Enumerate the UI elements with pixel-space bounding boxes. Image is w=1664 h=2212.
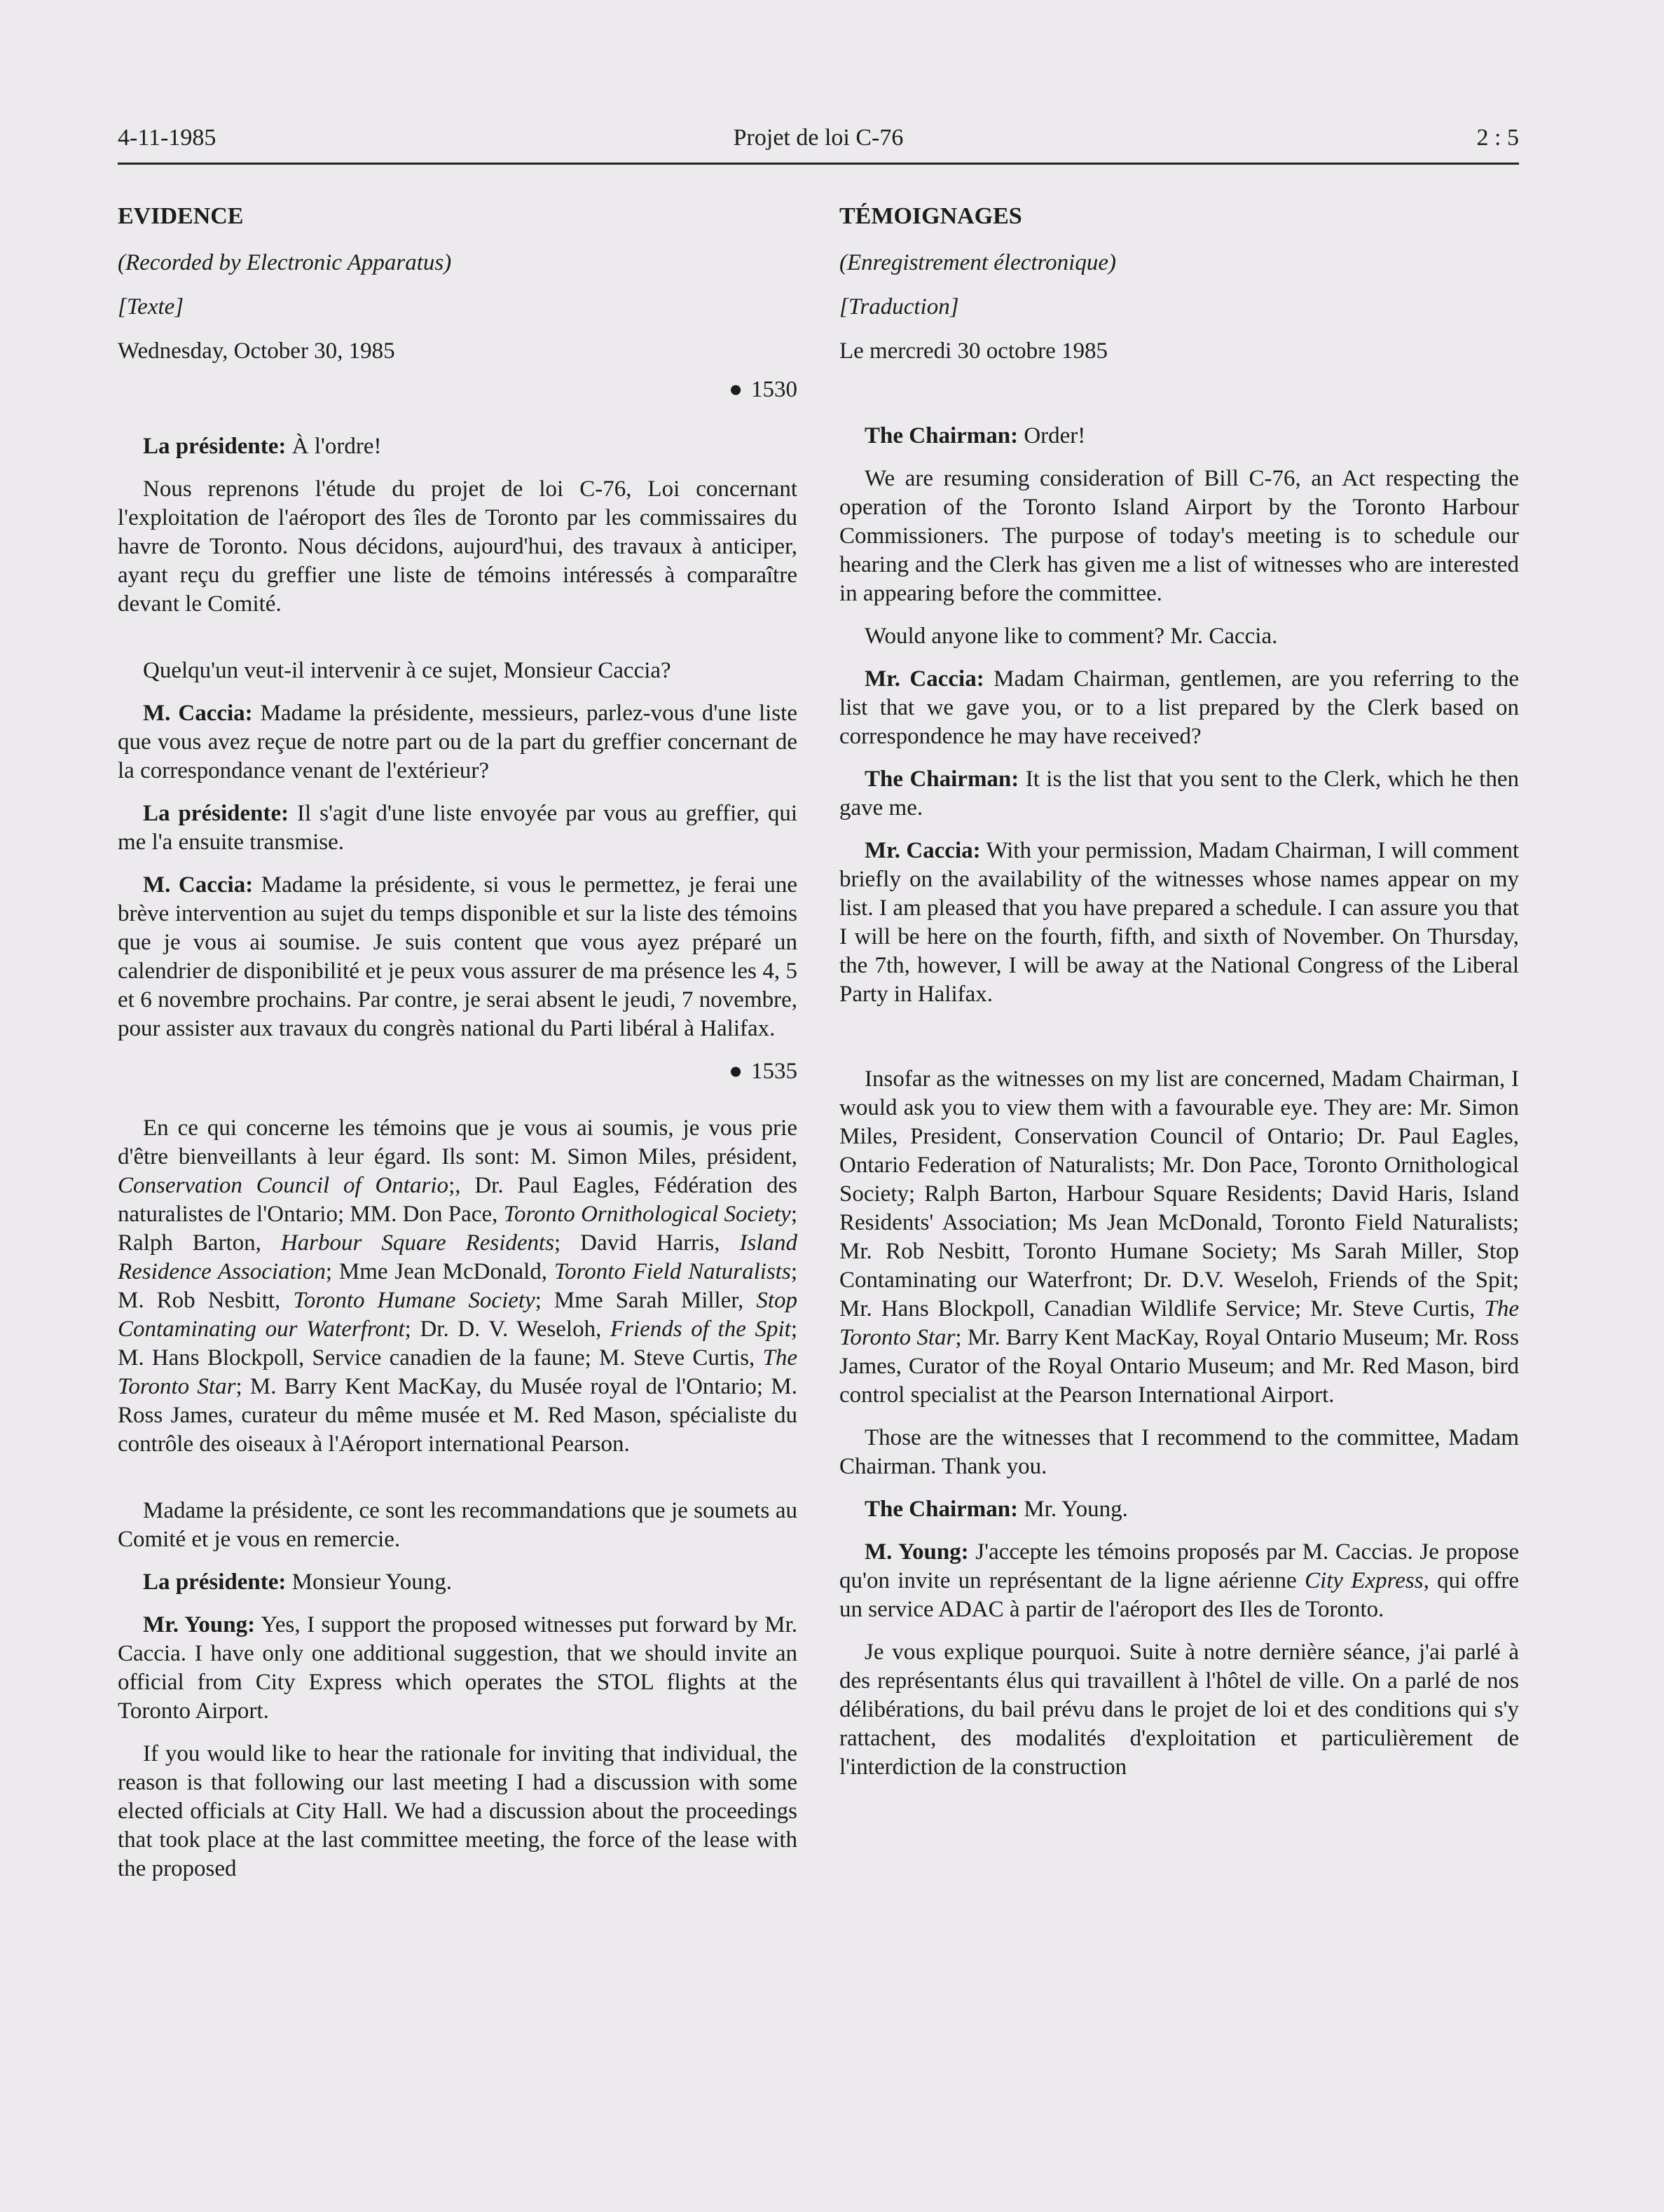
left-column <box>118 202 797 1897</box>
speaker-label: The Chairman: <box>865 423 1019 448</box>
paragraph: The Chairman: Mr. Young. <box>865 1497 1128 1522</box>
speaker-label: The Chairman: <box>865 767 1019 792</box>
speaker-label: M. Caccia: <box>143 872 254 898</box>
paragraph: La présidente: Il s'agit d'une liste envoyée par vous au greffier, qui me l'a ensuite transmise. <box>118 801 797 855</box>
paragraph: Insofar as the witnesses on my list are concerned, Madam Chairman, I would ask you to view them with a favourable eye. They are: Mr. Simon Miles, President, Conservation Council of Ontario; Dr. Paul Eagles, Ontario Federation of Naturalists; Mr. Don Pace, Toronto Ornithological Society; Ralph Barton, Harbour Square Residents; David Haris, Island Residents' Association; Ms Jean McDonald, Toronto Field Naturalists; Mr. Rob Nesbitt, Toronto Humane Society; Ms Sarah Miller, Stop Contaminating our Waterfront; Dr. D.V. Weseloh, Friends of the Spit; Mr. Hans Blockpoll, Canadian Wildlife Service; Mr. Steve Curtis, The Toronto Star; Mr. Barry Kent MacKay, Royal Ontario Museum; Mr. Ross James, Curator of the Royal Ontario Museum; and Mr. Red Mason, bird control specialist at the Pearson International Airport. <box>839 1066 1519 1408</box>
language-tag: [Texte] <box>118 294 184 320</box>
recording-note: (Enregistrement électronique) <box>839 250 1116 275</box>
paragraph: The Chairman: It is the list that you sent to the Clerk, which he then gave me. <box>839 767 1519 820</box>
speaker-label: La présidente: <box>143 434 287 459</box>
speaker-label: Mr. Caccia: <box>865 838 981 863</box>
paragraph: Quelqu'un veut-il intervenir à ce sujet, Monsieur Caccia? <box>143 658 671 683</box>
paragraph: If you would like to hear the rationale for inviting that individual, the reason is that following our last meeting I had a discussion with some elected officials at City Hall. We had a discussion about the proceedings that took place at the last committee meeting, the force of the lease with the proposed <box>118 1741 797 1881</box>
header-rule <box>118 163 1519 165</box>
paragraph: La présidente: Monsieur Young. <box>143 1569 452 1595</box>
header-title: Projet de loi C-76 <box>733 125 904 151</box>
right-column <box>839 202 1519 1796</box>
bullet-icon: ● <box>729 1059 743 1084</box>
paragraph: M. Caccia: Madame la présidente, si vous le permettez, je ferai une brève intervention au sujet du temps disponible et sur la liste des témoins que je vous ai soumise. Je suis content que vous ayez préparé un calendrier de disponibilité et je peux vous assurer de ma présence les 4, 5 et 6 novembre prochains. Par contre, je serai absent le jeudi, 7 novembre, pour assister aux travaux du congrès national du Parti libéral à Halifax. <box>118 872 798 1041</box>
paragraph: Would anyone like to comment? Mr. Caccia. <box>865 624 1278 649</box>
speaker-label: M. Caccia: <box>143 701 253 726</box>
language-tag: [Traduction] <box>839 294 959 320</box>
speaker-label: La présidente: <box>143 801 289 826</box>
speaker-label: M. Young: <box>865 1539 969 1565</box>
recording-note: (Recorded by Electronic Apparatus) <box>118 250 452 275</box>
paragraph: The Chairman: Order! <box>865 423 1086 448</box>
paragraph: En ce qui concerne les témoins que je vous ai soumis, je vous prie d'être bienveillants à leur égard. Ils sont: M. Simon Miles, président, Conservation Council of Ontario;, Dr. Paul Eagles, Fédération des naturalistes de l'Ontario; MM. Don Pace, Toronto Ornithological Society; Ralph Barton, Harbour Square Residents; David Harris, Island Residence Association; Mme Jean McDonald, Toronto Field Naturalists; M. Rob Nesbitt, Toronto Humane Society; Mme Sarah Miller, Stop Contaminating our Waterfront; Dr. D. V. Weseloh, Friends of the Spit; M. Hans Blockpoll, Service canadien de la faune; M. Steve Curtis, The Toronto Star; M. Barry Kent MacKay, du Musée royal de l'Ontario; M. Ross James, curateur du même musée et M. Red Mason, spécialiste du contrôle des oiseaux à l'Aéroport international Pearson. <box>118 1115 797 1457</box>
paragraph: Je vous explique pourquoi. Suite à notre dernière séance, j'ai parlé à des représentants élus qui travaillent à l'hôtel de ville. On a parlé de nos délibérations, du bail prévu dans le projet de loi et des conditions qui s'y rattachent, des modalités d'exploitation et particulièrement de l'interdiction de la construction <box>839 1640 1519 1780</box>
session-date: Le mercredi 30 octobre 1985 <box>839 338 1108 364</box>
speaker-label: La présidente: <box>143 1569 287 1595</box>
paragraph: M. Caccia: Madame la présidente, messieurs, parlez-vous d'une liste que vous avez reçue de notre part ou de la part du greffier concernant de la correspondance venant de l'extérieur? <box>118 701 797 783</box>
paragraph: Mr. Caccia: With your permission, Madam Chairman, I will comment briefly on the availability of the witnesses whose names appear on my list. I am pleased that you have prepared a schedule. I can assure you that I will be here on the fourth, fifth, and sixth of November. On Thursday, the 7th, however, I will be away at the National Congress of the Liberal Party in Halifax. <box>839 838 1519 1007</box>
paragraph: La présidente: À l'ordre! <box>143 434 382 459</box>
timestamp: ● 1530 <box>729 377 797 402</box>
bullet-icon: ● <box>729 377 743 402</box>
page-header <box>118 125 1519 167</box>
paragraph: Nous reprenons l'étude du projet de loi C-76, Loi concernant l'exploitation de l'aéroport des îles de Toronto par les commissaires du havre de Toronto. Nous décidons, aujourd'hui, des travaux à anticiper, ayant reçu du greffier une liste de témoins intéressés à comparaître devant le Comité. <box>118 476 797 617</box>
timestamp: ● 1535 <box>729 1059 797 1084</box>
speaker-label: Mr. Young: <box>143 1612 256 1637</box>
session-date: Wednesday, October 30, 1985 <box>118 338 395 364</box>
paragraph: Mr. Young: Yes, I support the proposed witnesses put forward by Mr. Caccia. I have only one additional suggestion, that we should invite an official from City Express which operates the STOL flights at the Toronto Airport. <box>118 1612 797 1724</box>
speaker-label: The Chairman: <box>865 1497 1019 1522</box>
paragraph: Those are the witnesses that I recommend to the committee, Madam Chairman. Thank you. <box>839 1425 1519 1479</box>
paragraph: Madame la présidente, ce sont les recommandations que je soumets au Comité et je vous en remercie. <box>118 1498 797 1552</box>
section-title: TÉMOIGNAGES <box>839 203 1022 229</box>
paragraph: Mr. Caccia: Madam Chairman, gentlemen, are you referring to the list that we gave you, or to a list prepared by the Clerk based on correspondence he may have received? <box>839 666 1519 749</box>
header-page-number: 2 : 5 <box>1476 125 1519 151</box>
speaker-label: Mr. Caccia: <box>865 666 984 692</box>
section-title: EVIDENCE <box>118 203 244 229</box>
header-date: 4-11-1985 <box>118 125 216 151</box>
paragraph: M. Young: J'accepte les témoins proposés par M. Caccias. Je propose qu'on invite un représentant de la ligne aérienne City Express, qui offre un service ADAC à partir de l'aéroport des Iles de Toronto. <box>839 1539 1520 1622</box>
paragraph: We are resuming consideration of Bill C-76, an Act respecting the operation of the Toronto Island Airport by the Toronto Harbour Commissioners. The purpose of today's meeting is to schedule our hearing and the Clerk has given me a list of witnesses who are interested in appearing before the committee. <box>839 466 1519 606</box>
